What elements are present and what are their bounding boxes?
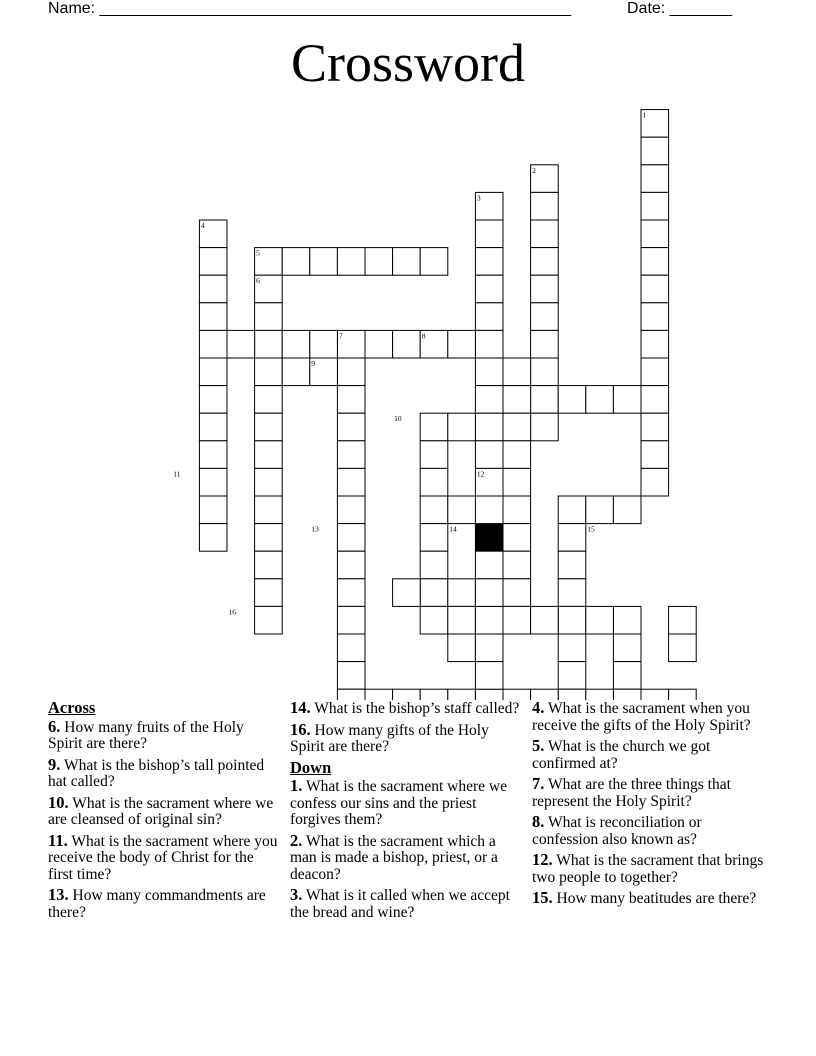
grid-cell[interactable] xyxy=(531,330,559,358)
grid-cell[interactable] xyxy=(641,468,669,496)
across-heading: Across xyxy=(48,698,96,717)
grid-cell[interactable] xyxy=(199,330,227,358)
clue-down-5: 5. What is the church we got confirmed at? xyxy=(532,736,711,772)
grid-cell[interactable] xyxy=(448,413,476,441)
grid-cell[interactable] xyxy=(282,330,310,358)
clue-down-15: 15. How many beatitudes are there? xyxy=(532,888,757,907)
grid-cell[interactable] xyxy=(641,137,669,165)
grid-cell[interactable] xyxy=(393,248,421,276)
clue-number-7: 7 xyxy=(338,331,343,341)
grid-cell[interactable] xyxy=(393,579,421,607)
grid-cell[interactable] xyxy=(255,386,283,414)
grid-cell[interactable] xyxy=(255,413,283,441)
clue-across-9: 9. What is the bishop’s tall pointed hat called? xyxy=(48,754,265,790)
clue-number-3: 3 xyxy=(476,193,481,203)
grid-cell[interactable] xyxy=(531,275,559,303)
clue-down-3: 3. What is it called when we accept the bread and wine? xyxy=(290,885,510,921)
grid-cell[interactable] xyxy=(310,330,338,358)
grid-cell[interactable] xyxy=(531,303,559,331)
grid-cell[interactable] xyxy=(613,689,641,700)
grid-cell[interactable] xyxy=(558,606,586,634)
grid-cell[interactable] xyxy=(475,330,503,358)
clue-across-16: 16. How many gifts of the Holy Spirit are there? xyxy=(290,719,489,755)
grid-cell[interactable] xyxy=(337,413,365,441)
page-title: Crossword xyxy=(290,33,525,93)
grid-cell[interactable] xyxy=(255,606,283,634)
grid-cell[interactable] xyxy=(420,496,448,524)
clue-number-2: 2 xyxy=(532,165,536,175)
grid-cell[interactable] xyxy=(393,689,421,700)
grid-cell[interactable] xyxy=(531,358,559,386)
grid-cell[interactable] xyxy=(475,551,503,579)
grid-cell[interactable] xyxy=(337,468,365,496)
clue-down-7: 7. What are the three things that represent the Holy Spirit? xyxy=(532,774,731,810)
grid-cell[interactable] xyxy=(503,413,531,441)
grid-cell[interactable] xyxy=(420,441,448,469)
grid-cell[interactable] xyxy=(475,220,503,248)
clue-down-1: 1. What is the sacrament where we confess our sins and the priest forgives them? xyxy=(290,776,507,828)
grid-cell[interactable] xyxy=(420,248,448,276)
grid-cell[interactable] xyxy=(199,358,227,386)
grid-cell[interactable] xyxy=(255,579,283,607)
grid-cell[interactable] xyxy=(558,496,586,524)
grid-cell[interactable] xyxy=(448,579,476,607)
grid-cell[interactable] xyxy=(365,330,393,358)
grid-cell[interactable] xyxy=(448,634,476,662)
clue-down-12: 12. What is the sacrament that brings two people to together? xyxy=(532,850,764,886)
grid-cell[interactable] xyxy=(558,689,586,700)
grid-cell[interactable] xyxy=(337,248,365,276)
grid-cell[interactable] xyxy=(641,441,669,469)
grid-cell[interactable] xyxy=(503,524,531,552)
grid-cell[interactable] xyxy=(669,634,697,662)
grid-cell[interactable] xyxy=(641,248,669,276)
grid-cell[interactable] xyxy=(199,275,227,303)
grid-cell[interactable] xyxy=(613,662,641,690)
grid-cell[interactable] xyxy=(669,606,697,634)
grid-cell[interactable] xyxy=(641,220,669,248)
grid-cell[interactable] xyxy=(337,441,365,469)
grid-cell[interactable] xyxy=(503,358,531,386)
grid-cell[interactable] xyxy=(475,689,503,700)
grid-cell[interactable] xyxy=(199,386,227,414)
clue-across-6: 6. How many fruits of the Holy Spirit are there? xyxy=(48,716,244,752)
clue-number-13: 13 xyxy=(311,524,319,534)
grid-cell[interactable] xyxy=(337,524,365,552)
grid-cell[interactable] xyxy=(531,606,559,634)
clue-across-13: 13. How many commandments are there? xyxy=(48,885,266,921)
grid-cell[interactable] xyxy=(255,303,283,331)
grid-cell[interactable] xyxy=(475,248,503,276)
clue-across-10: 10. What is the sacrament where we are cleansed of original sin? xyxy=(48,792,274,828)
grid-cell[interactable] xyxy=(337,579,365,607)
grid-cell[interactable] xyxy=(586,386,614,414)
grid-cell[interactable] xyxy=(558,524,586,552)
grid-cell[interactable] xyxy=(448,330,476,358)
grid-cell[interactable] xyxy=(199,413,227,441)
clue-down-2: 2. What is the sacrament which a man is made a bishop, priest, or a deacon? xyxy=(290,830,498,883)
grid-cell[interactable] xyxy=(503,441,531,469)
grid-cell[interactable] xyxy=(475,579,503,607)
grid-cell[interactable] xyxy=(365,248,393,276)
down-heading: Down xyxy=(290,757,332,777)
grid-cell[interactable] xyxy=(558,662,586,690)
clues-column-1 xyxy=(48,700,280,925)
grid-cell[interactable] xyxy=(531,413,559,441)
grid-cell[interactable] xyxy=(255,468,283,496)
grid-cell[interactable] xyxy=(475,413,503,441)
clue-down-4: 4. What is the sacrament when you receive the gifts of the Holy Spirit? xyxy=(532,698,751,734)
grid-cell[interactable] xyxy=(475,662,503,690)
grid-cell[interactable] xyxy=(503,386,531,414)
grid-cell[interactable] xyxy=(448,606,476,634)
grid-cell[interactable] xyxy=(310,248,338,276)
grid-cell[interactable] xyxy=(337,606,365,634)
grid-cell[interactable] xyxy=(613,634,641,662)
grid-cell[interactable] xyxy=(420,606,448,634)
grid-cell[interactable] xyxy=(669,689,697,700)
grid-cell[interactable] xyxy=(641,386,669,414)
grid-cell[interactable] xyxy=(420,551,448,579)
grid-cell[interactable] xyxy=(337,496,365,524)
grid-cell[interactable] xyxy=(475,275,503,303)
grid-cell[interactable] xyxy=(503,468,531,496)
clue-down-8: 8. What is reconciliation or confession also known as? xyxy=(532,812,702,848)
grid-cell[interactable] xyxy=(503,689,531,700)
grid-cell[interactable] xyxy=(558,551,586,579)
grid-cell[interactable] xyxy=(199,496,227,524)
clue-number-12: 12 xyxy=(476,469,485,479)
name-field[interactable]: Name: _____________________________________________________ xyxy=(48,0,572,17)
clue-number-11: 11 xyxy=(173,469,181,479)
grid-cell[interactable] xyxy=(420,689,448,700)
grid-cell[interactable] xyxy=(337,689,365,700)
clue-number-4: 4 xyxy=(200,221,205,230)
grid-cell[interactable] xyxy=(531,192,559,220)
grid-cell[interactable] xyxy=(613,606,641,634)
grid-cell[interactable] xyxy=(586,689,614,700)
grid-cell[interactable] xyxy=(641,330,669,358)
clue-number-14: 14 xyxy=(449,524,457,534)
date-field[interactable]: Date: _______ xyxy=(627,0,732,17)
grid-cell[interactable] xyxy=(448,689,476,700)
clue-across-14: 14. What is the bishop’s staff called? xyxy=(290,698,520,717)
grid-cell[interactable] xyxy=(337,551,365,579)
grid-cell[interactable] xyxy=(641,192,669,220)
grid-cell[interactable] xyxy=(558,579,586,607)
grid-cell[interactable] xyxy=(531,248,559,276)
grid-cell[interactable] xyxy=(503,606,531,634)
grid-cell[interactable] xyxy=(531,220,559,248)
grid-cell-black xyxy=(475,524,503,552)
grid-cell[interactable] xyxy=(255,496,283,524)
grid-cell[interactable] xyxy=(641,303,669,331)
clue-number-10: 10 xyxy=(394,414,402,424)
grid-cell[interactable] xyxy=(613,386,641,414)
grid-cell[interactable] xyxy=(337,634,365,662)
grid-cell[interactable] xyxy=(199,441,227,469)
grid-cell[interactable] xyxy=(282,358,310,386)
clue-number-8: 8 xyxy=(421,331,426,341)
grid-cell[interactable] xyxy=(475,441,503,469)
grid-cell[interactable] xyxy=(255,358,283,386)
grid-cell[interactable] xyxy=(227,330,255,358)
grid-cell[interactable] xyxy=(641,275,669,303)
grid-cell[interactable] xyxy=(475,386,503,414)
grid-cell[interactable] xyxy=(337,386,365,414)
grid-cell[interactable] xyxy=(420,524,448,552)
grid-cell[interactable] xyxy=(199,303,227,331)
grid-cell[interactable] xyxy=(586,496,614,524)
grid-cell[interactable] xyxy=(448,496,476,524)
clues-column-2 xyxy=(290,700,522,925)
grid-cell[interactable] xyxy=(641,358,669,386)
grid-cell[interactable] xyxy=(503,496,531,524)
grid-cell[interactable] xyxy=(475,634,503,662)
clue-across-11: 11. What is the sacrament where you receive the body of Christ for the first time? xyxy=(48,830,278,883)
grid-cell[interactable] xyxy=(641,165,669,193)
clue-number-6: 6 xyxy=(256,276,260,286)
grid-cell[interactable] xyxy=(475,606,503,634)
clue-number-9: 9 xyxy=(311,359,316,368)
grid-cell[interactable] xyxy=(420,413,448,441)
clue-number-15: 15 xyxy=(587,524,595,534)
grid-cell[interactable] xyxy=(503,551,531,579)
grid-cell[interactable] xyxy=(393,330,421,358)
grid-cell[interactable] xyxy=(475,303,503,331)
grid-cell[interactable] xyxy=(199,524,227,552)
grid-cell[interactable] xyxy=(255,524,283,552)
grid-cell[interactable] xyxy=(475,358,503,386)
grid-cell[interactable] xyxy=(641,413,669,441)
grid-cell[interactable] xyxy=(641,689,669,700)
grid-cell[interactable] xyxy=(199,248,227,276)
grid-cell[interactable] xyxy=(531,386,559,414)
grid-cell[interactable] xyxy=(255,551,283,579)
grid-cell[interactable] xyxy=(282,248,310,276)
grid-cell[interactable] xyxy=(558,386,586,414)
grid-cell[interactable] xyxy=(337,662,365,690)
grid-cell[interactable] xyxy=(255,441,283,469)
grid-cell[interactable] xyxy=(365,689,393,700)
grid-cell[interactable] xyxy=(503,579,531,607)
grid-cell[interactable] xyxy=(558,634,586,662)
grid-cell[interactable] xyxy=(586,606,614,634)
grid-cell[interactable] xyxy=(199,468,227,496)
clue-number-1: 1 xyxy=(642,110,647,120)
grid-cell[interactable] xyxy=(420,579,448,607)
clue-number-5: 5 xyxy=(256,248,260,258)
grid-cell[interactable] xyxy=(420,468,448,496)
grid-cell[interactable] xyxy=(337,358,365,386)
clue-number-16: 16 xyxy=(228,607,236,617)
grid-cell[interactable] xyxy=(613,496,641,524)
clues-column-3 xyxy=(532,700,768,912)
grid-cell[interactable] xyxy=(255,330,283,358)
